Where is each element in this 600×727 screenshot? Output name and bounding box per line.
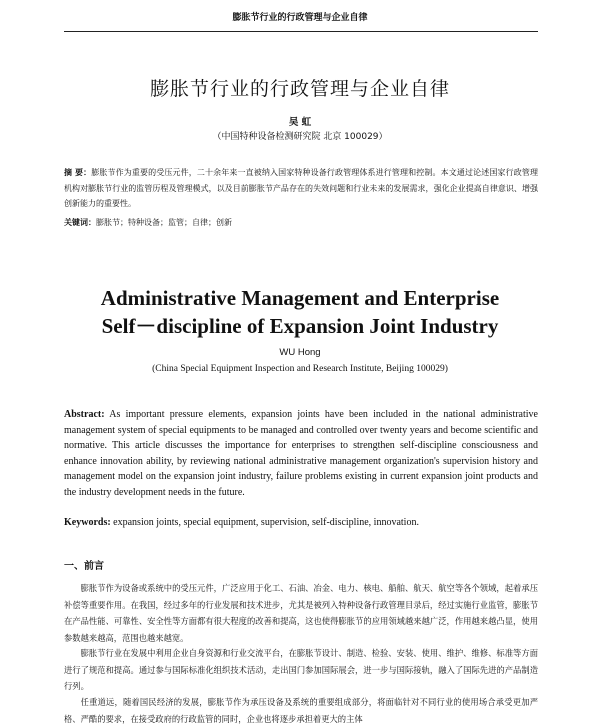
chinese-keywords-label: 关键词： [64,218,96,227]
chinese-keywords [64,217,538,228]
english-title-line-2: Self－discipline of Expansion Joint Industry [101,314,499,338]
header-rule [64,31,538,32]
english-title [0,284,600,340]
chinese-abstract [64,165,538,212]
running-head: 膨胀节行业的行政管理与企业自律 [232,13,368,23]
chinese-affiliation: （中国特种设备检测研究院 北京 100029） [212,132,388,142]
chinese-abstract-label: 摘 要： [64,168,92,177]
chinese-keywords-text: 膨胀节；特种设备；监管；自律；创新 [96,218,232,227]
chinese-abstract-text: 膨胀节作为重要的受压元件，二十余年来一直被纳入国家特种设备行政管理体系进行管理和控制。本文通过论述国家行政管理机构对膨胀节行业的监管历程及管理模式，以及目前膨胀节产品存在的失效问题和行业未来的发展需求，强化企业提高自律意识、增强创新能力的重要性。 [64,168,538,208]
chinese-author: 吴 虹 [288,117,312,128]
english-author: WU Hong [279,347,321,358]
english-abstract-label: Abstract: [64,409,105,420]
body-paragraph-2: 膨胀节行业在发展中利用企业自身资源和行业交流平台，在膨胀节设计、制造、检验、安装、使用、维护、维修、标准等方面进行了规范和提高。通过参与国际标准化组织技术活动，走出国门参加国际展会，进一步与国际接轨，融入了国际先进的产品制造行列。 [64,648,538,691]
english-abstract-text: As important pressure elements, expansion joints have been included in the national administrative management system of special equipments to be managed and controlled over twenty years and become scientific and normative. This article discusses the importance for enterprises to strengthen self-discipline consciousness and enhance innovation ability, by reviewing national administrative management organization's supervision history and management model on the expansion joint industry, failure problems existing in current expansion joint products and the industry development needs in the future. [64,409,538,498]
body-paragraph-1: 膨胀节作为设备或系统中的受压元件，广泛应用于化工、石油、冶金、电力、核电、船舶、航天、航空等各个领域，起着承压补偿等重要作用。在我国，经过多年的行业发展和技术进步，尤其是被列入特种设备行政管理目录后，经过实施行业监管，膨胀节在产品性能、可靠性、安全性等方面都有很大程度的改善和提高，这也使得膨胀节的应用领域越来越广泛，作用越来越凸显，使用参数越来越高，范围也越来越宽。 [64,583,538,643]
english-abstract [64,407,538,501]
english-keywords [64,517,538,528]
english-keywords-text: expansion joints, special equipment, supervision, self-discipline, innovation. [110,517,419,528]
english-title-line-1: Administrative Management and Enterprise [100,286,500,310]
section-heading-introduction: 一、前言 [64,561,104,572]
body-paragraph-3: 任重道远，随着国民经济的发展，膨胀节作为承压设备及系统的重要组成部分，将面临针对不同行业的使用场合承受更加严格、严酷的要求，在接受政府的行政监管的同时，企业也将逐步承担着更大的主体 [64,697,538,724]
english-keywords-label: Keywords: [64,517,111,528]
english-affiliation: (China Special Equipment Inspection and Research Institute, Beijing 100029) [152,364,448,374]
chinese-title: 膨胀节行业的行政管理与企业自律 [149,78,450,100]
